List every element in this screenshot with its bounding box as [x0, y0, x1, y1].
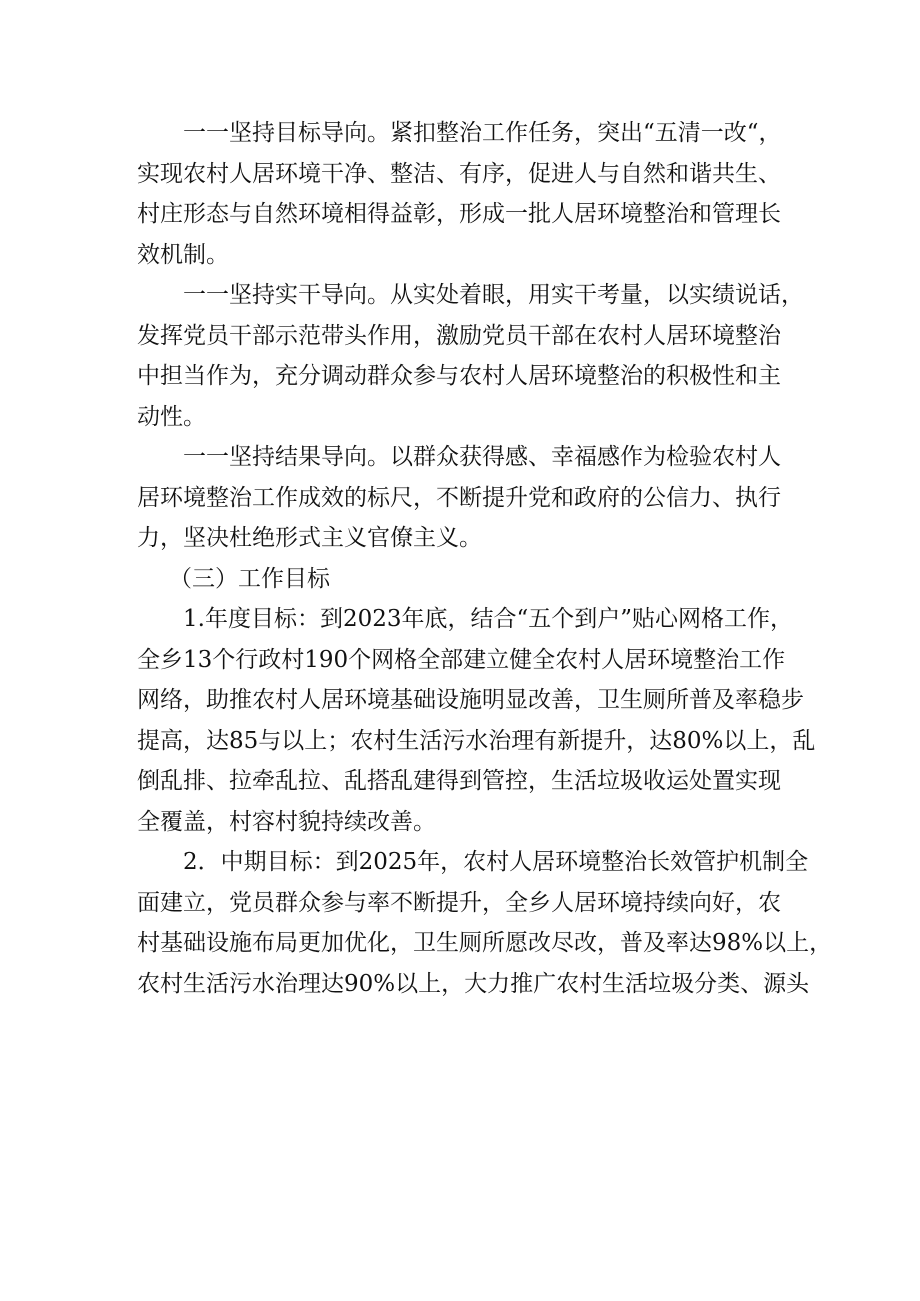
paragraph-annual-goal [137, 599, 816, 842]
text-line: 一一坚持结果导向。以群众获得感、幸福感作为检验农村人 [183, 444, 781, 470]
paragraph-goal-orientation [137, 113, 797, 275]
text-line: 提高，达85与以上；农村生活污水治理有新提升，达80%以上，乱 [137, 727, 816, 754]
text-line: 全乡13个行政村190个网格全部建立健全农村人居环境整治工作 [137, 646, 786, 673]
text-line: 网络，助推农村人居环境基础设施明显改善，卫生厕所普及率稳步 [137, 687, 804, 713]
text-line: 居环境整治工作成效的标尺，不断提升党和政府的公信力、执行 [137, 484, 781, 511]
text-line: 村基础设施布局更加优化，卫生厕所愿改尽改，普及率达98%以上， [137, 930, 833, 956]
paragraph-result-orientation [137, 437, 797, 559]
text-line: 一一坚持目标导向。紧扣整治工作任务，突出“五清一改“， [183, 120, 782, 146]
text-line: 农村生活污水治理达90%以上，大力推广农村生活垃圾分类、源头 [137, 970, 810, 997]
text-line: 动性。 [137, 403, 206, 430]
paragraph-midterm-goal [137, 842, 833, 1004]
text-line: 倒乱排、拉牵乱拉、乱搭乱建得到管控，生活垃圾收运处置实现 [137, 768, 781, 794]
text-line: 2．中期目标：到2025年，农村人居环境整治长效管护机制全 [183, 849, 809, 875]
paragraph-practical-orientation [137, 275, 804, 437]
text-line: 力，坚决杜绝形式主义官僚主义。 [137, 525, 482, 551]
text-line: 效机制。 [137, 241, 229, 268]
text-line: 面建立，党员群众参与率不断提升，全乡人居环境持续向好，农 [137, 889, 781, 916]
text-line: 村庄形态与自然环境相得益彰，形成一批人居环境整治和管理长 [137, 201, 781, 227]
document-page [137, 113, 833, 1004]
text-line: 1.年度目标：到2023年底，结合“五个到户”贴心网格工作， [183, 606, 793, 632]
text-line: 全覆盖，村容村貌持续改善。 [137, 808, 436, 835]
text-line: 发挥党员干部示范带头作用，激励党员干部在农村人居环境整治 [137, 322, 781, 349]
text-line: 中担当作为，充分调动群众参与农村人居环境整治的积极性和主 [137, 363, 781, 389]
text-line: 一一坚持实干导向。从实处着眼，用实干考量，以实绩说话， [183, 282, 804, 308]
section-heading: （三）工作目标 [169, 565, 330, 592]
text-line: 实现农村人居环境干净、整洁、有序，促进人与自然和谐共生、 [137, 160, 781, 187]
section-heading-work-goals [137, 559, 797, 600]
